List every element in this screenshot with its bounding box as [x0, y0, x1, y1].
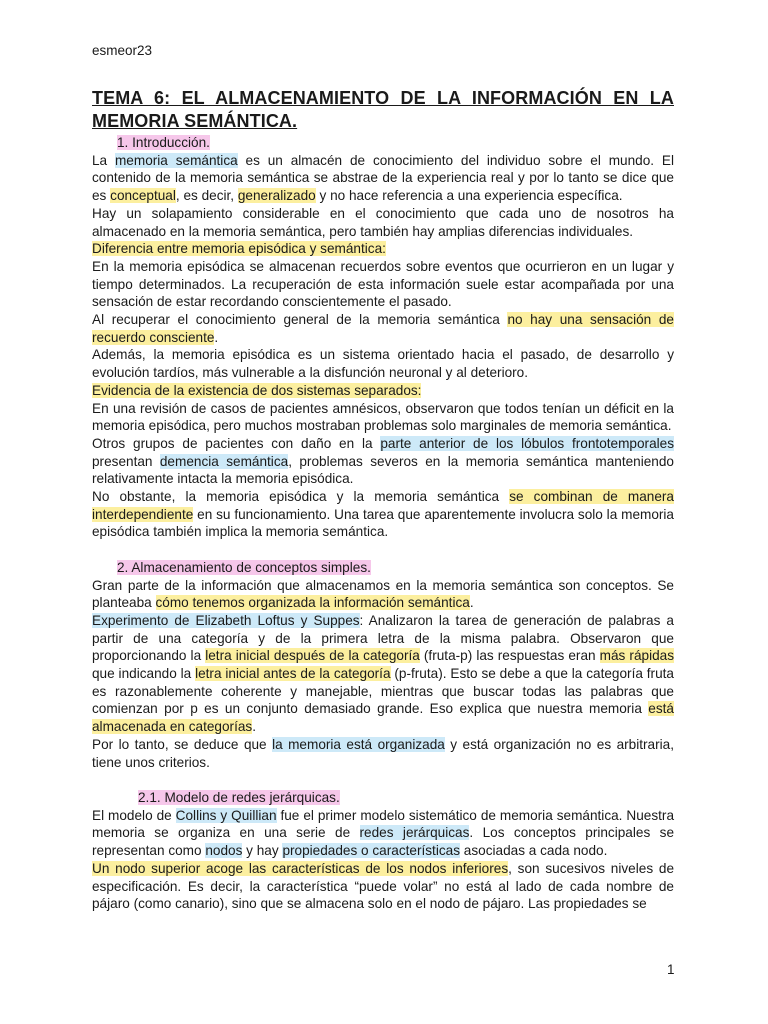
subheading-evidence: Evidencia de la existencia de dos sistemas separados: [92, 382, 422, 398]
highlight: parte anterior de los lóbulos frontotemporales [380, 435, 675, 451]
section-2-1-heading: 2.1. Modelo de redes jerárquicas. [138, 789, 340, 805]
highlight: Un nodo superior acoge las características de los nodos inferiores [92, 860, 509, 876]
highlight: generalizado [237, 188, 316, 204]
author-name: esmeor23 [92, 43, 153, 58]
section-1-heading: 1. Introducción. [117, 135, 210, 150]
highlight: propiedades o características [282, 843, 461, 859]
paragraph: El modelo de Collins y Quillian fue el primer modelo sistemático de memoria semántica. Nuestra memoria se organiza en una serie de redes jerárquicas. Los conceptos principales se representan como nodos y hay propiedades o características asociadas a cada nodo. [92, 807, 675, 859]
paragraph: Otros grupos de pacientes con daño en la parte anterior de los lóbulos frontotemporales presentan demencia semántica, problemas severos en la memoria semántica manteniendo relativamente intacta la memoria episódica. [92, 435, 675, 487]
highlight: demencia semántica [159, 453, 289, 469]
paragraph: Al recuperar el conocimiento general de la memoria semántica no hay una sensación de recuerdo consciente. [92, 312, 674, 345]
highlight: Collins y Quillian [175, 807, 277, 823]
subheading-differences: Diferencia entre memoria episódica y semántica: [92, 241, 386, 257]
highlight: Experimento de Elizabeth Loftus y Suppes [92, 612, 360, 628]
paragraph: En una revisión de casos de pacientes amnésicos, observaron que todos tenían un déficit en la memoria episódica, pero muchos mostraban problemas solo marginales de memoria semántica. [92, 400, 674, 434]
paragraph: Un nodo superior acoge las características de los nodos inferiores, son sucesivos niveles de especificación. Es decir, la característica “puede volar” no está al lado de cada nombre de pájaro (como canario), sino que se almacena solo en el nodo de pájaro. Las propiedades se [92, 860, 675, 912]
highlight: redes jerárquicas [359, 825, 470, 841]
highlight: letra inicial después de la categoría [205, 648, 420, 664]
highlight: memoria semántica [114, 152, 238, 168]
paragraph: La memoria semántica es un almacén de conocimiento del individuo sobre el mundo. El contenido de la memoria semántica se abstrae de la experiencia real y por lo tanto se dice que es conceptual, es decir, generalizado y no hace referencia a una experiencia específica. [92, 152, 674, 204]
document-body [92, 134, 674, 913]
paragraph: En la memoria episódica se almacenan recuerdos sobre eventos que ocurrieron en un lugar y tiempo determinados. La recuperación de esta información suele estar acompañada por una sensación de estar recordando conscientemente el pasado. [92, 258, 674, 310]
highlight: nodos [205, 843, 243, 859]
highlight: más rápidas [599, 648, 675, 664]
highlight: no hay una sensación de recuerdo consciente [92, 312, 674, 345]
page-number: 1 [667, 962, 675, 977]
paragraph: No obstante, la memoria episódica y la memoria semántica se combinan de manera interdependiente en su funcionamiento. Una tarea que aparentemente involucra solo la memoria episódica también implica la memoria semántica. [92, 489, 674, 540]
paragraph: Experimento de Elizabeth Loftus y Suppes: Analizaron la tarea de generación de palabras a partir de una categoría y de la primera letra de la misma palabra. Observaron que proporcionando la letra inicial después de la categoría (fruta-p) las respuestas eran más rápidas que indicando la letra inicial antes de la categoría (p-fruta). Esto se debe a que la categoría fruta es razonablemente coherente y manejable, mientras que buscar todas las palabras que comienzan por p es un conjunto demasiado grande. Eso explica que nuestra memoria está almacenada en categorías. [92, 612, 675, 735]
highlight: se combinan de manera interdependiente [92, 489, 674, 522]
highlight: conceptual [110, 188, 176, 204]
section-2-heading: 2. Almacenamiento de conceptos simples. [117, 559, 371, 575]
paragraph: Además, la memoria episódica es un sistema orientado hacia el pasado, de desarrollo y evolución tardíos, más vulnerable a la disfunción neuronal y al deterioro. [92, 347, 674, 381]
highlight: está almacenada en categorías [92, 701, 674, 735]
highlight: letra inicial antes de la categoría [195, 666, 391, 682]
highlight: la memoria está organizada [272, 736, 445, 752]
paragraph: Gran parte de la información que almacenamos en la memoria semántica son conceptos. Se planteaba cómo tenemos organizada la información semántica. [92, 577, 674, 611]
paragraph: Hay un solapamiento considerable en el conocimiento que cada uno de nosotros ha almacenado en la memoria semántica, pero también hay amplias diferencias individuales. [92, 205, 674, 239]
document-title: TEMA 6: EL ALMACENAMIENTO DE LA INFORMACIÓN EN LA MEMORIA SEMÁNTICA. [92, 88, 674, 131]
highlight: cómo tenemos organizada la información semántica [155, 595, 470, 611]
paragraph: Por lo tanto, se deduce que la memoria está organizada y está organización no es arbitraria, tiene unos criterios. [92, 736, 674, 770]
